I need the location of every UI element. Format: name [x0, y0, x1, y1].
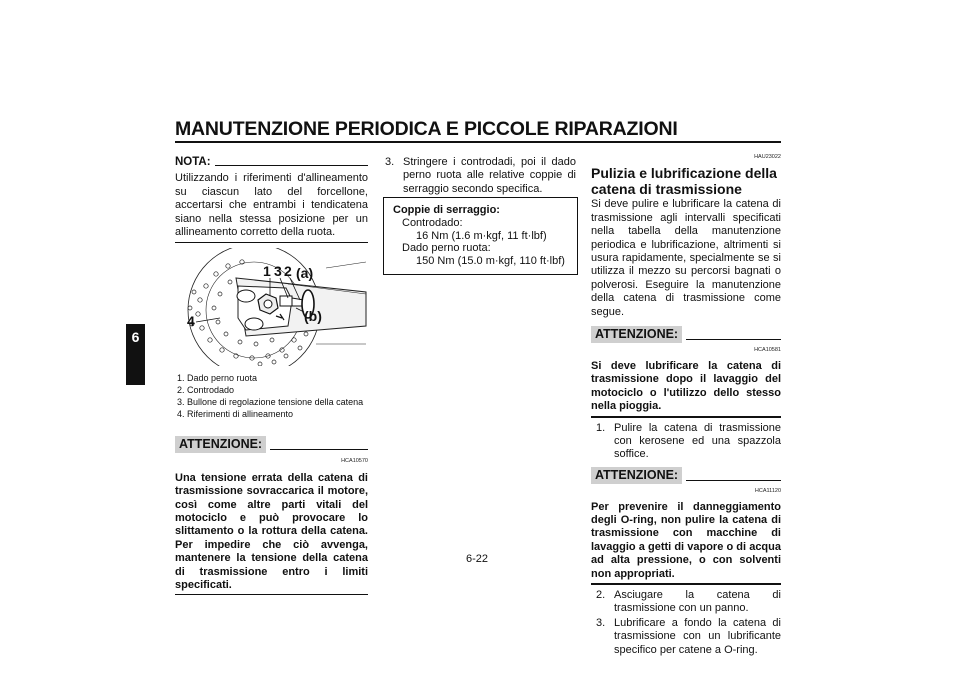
caption-item: 3. Bullone di regolazione tensione della catena [177, 397, 364, 407]
note-label: NOTA: [175, 156, 211, 168]
right-column [591, 151, 781, 657]
attention-1-label: ATTENZIONE: [591, 326, 682, 343]
step-text: Pulire la catena di trasmissione con kerosene ed una spazzola soffice. [614, 421, 781, 461]
torque-value-locknut: 16 Nm (1.6 m·kgf, 11 ft·lbf) [416, 229, 547, 242]
section-title: Pulizia e lubrificazione della catena di trasmissione [591, 165, 777, 197]
torque-spec-box [383, 197, 578, 275]
attention-ref: HCA10570 [341, 458, 368, 465]
step-number: 3. [385, 156, 395, 168]
chapter-tab-number: 6 [131, 329, 140, 345]
note-header-line [215, 165, 368, 166]
attention-label: ATTENZIONE: [175, 436, 266, 453]
step-1-item [591, 422, 781, 462]
note-text: Utilizzando i riferimenti d'allineamento su ciascun lato del forcellone, accertarsi che entrambi i tendicatena siano nella stessa posizione per un allineamento corretto della ruota. [175, 172, 368, 239]
attention-1-text: Si deve lubrificare la catena di trasmissione dopo il lavaggio del motociclo o l'utilizzo dello stesso nella pioggia. [591, 360, 781, 418]
step-number: 2. [596, 588, 606, 601]
figure-label-3: 3 [274, 263, 282, 279]
attention-2-text: Per prevenire il danneggiamento degli O-ring, non pulire la catena di trasmissione con macchine di lavaggio a getti di vapore o di acqua ad alta pressione, o con solventi non appropriati. [591, 501, 781, 585]
attention-block-left [175, 436, 368, 595]
step-text: Asciugare la catena di trasmissione con un panno. [614, 588, 781, 615]
chain-adjuster-figure [176, 248, 368, 366]
attention-2-ref: HCA11120 [754, 488, 781, 495]
torque-title: Coppie di serraggio: [393, 204, 500, 216]
wheel-illustration [176, 248, 368, 366]
page-title: MANUTENZIONE PERIODICA E PICCOLE RIPARAZIONI [175, 118, 678, 140]
caption-item: 1. Dado perno ruota [177, 373, 258, 383]
caption-item: 4. Riferimenti di allineamento [177, 409, 294, 419]
figure-label-b: (b) [304, 308, 322, 324]
note-header [175, 156, 368, 169]
figure-captions [177, 372, 372, 420]
title-rule [175, 141, 781, 143]
attention-1-header-line [686, 339, 781, 340]
note-end-rule [175, 242, 368, 243]
step-text: Stringere i controdadi, poi il dado perno ruota alle relative coppie di serraggio secondo specifica. [403, 156, 576, 195]
figure-label-4: 4 [187, 313, 195, 329]
step-3-item [385, 156, 576, 196]
attention-header-line [270, 449, 368, 450]
caption-item: 2. Controdado [177, 385, 235, 395]
figure-label-1: 1 [263, 263, 271, 279]
step-text: Lubrificare a fondo la catena di trasmissione con un lubrificante specifico per catene a O-ring. [614, 616, 781, 656]
step-3-item [591, 617, 781, 657]
middle-column [385, 156, 576, 196]
attention-2-header-line [686, 480, 781, 481]
attention-2-label: ATTENZIONE: [591, 467, 682, 484]
attention-1-header [591, 326, 781, 343]
attention-1-ref: HCA10581 [754, 347, 781, 354]
figure-label-a: (a) [296, 265, 314, 281]
attention-text: Una tensione errata della catena di trasmissione sovraccarica il motore, così come altre parti vitali del motociclo e può provocare lo slittamento o la rottura della catena. Per impedire che ciò avvenga, mantenere la tensione della catena di trasmissione entro i limiti specificati. [175, 472, 368, 596]
section-ref: HAU23022 [754, 154, 781, 160]
torque-value-axle-nut: 150 Nm (15.0 m·kgf, 110 ft·lbf) [416, 255, 565, 268]
left-column [175, 156, 368, 243]
figure-label-2: 2 [284, 263, 292, 279]
attention-2-header [591, 467, 781, 484]
step-number: 3. [596, 616, 606, 629]
torque-item-locknut: Controdado: [402, 216, 463, 229]
chapter-tab [126, 324, 145, 385]
section-intro: Si deve pulire e lubrificare la catena di trasmissione agli intervalli specificati nella tabella della manutenzione periodica e lubrificazione, altrimenti si usura rapidamente, specialmente se si utilizza il mezzo su percorsi bagnati o polverosi. Eseguire la manutenzione della catena di trasmissione come segue. [591, 198, 781, 318]
attention-header [175, 436, 368, 453]
page-number: 6-22 [466, 553, 489, 565]
step-2-item [591, 589, 781, 616]
step-number: 1. [596, 421, 606, 434]
torque-item-axle-nut: Dado perno ruota: [402, 242, 491, 255]
